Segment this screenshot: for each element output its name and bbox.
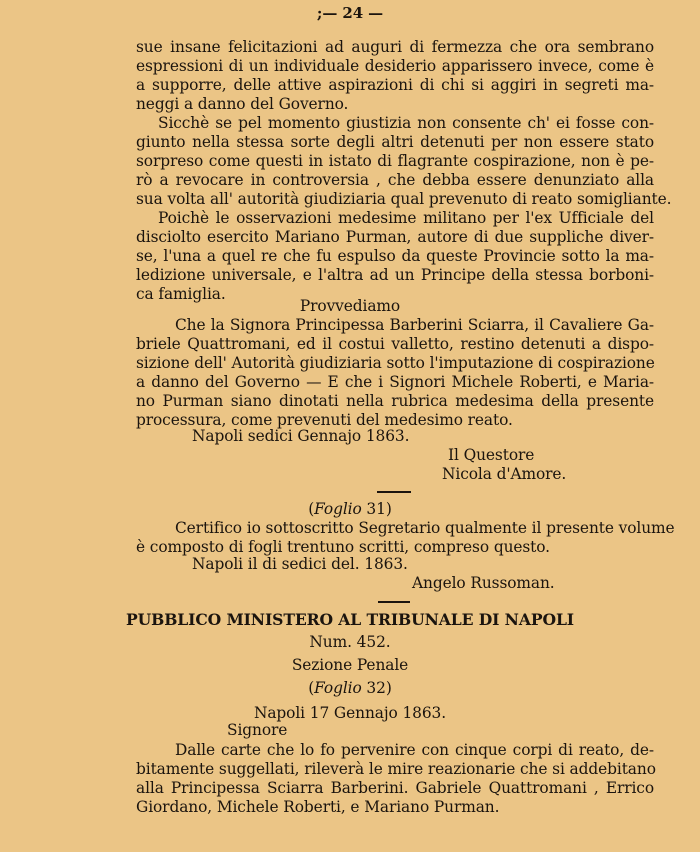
section-heading: PUBBLICO MINISTERO AL TRIBUNALE DI NAPOLI [125, 610, 575, 629]
text-line: Sicchè se pel momento giustizia non consente ch' ei fosse con- [158, 114, 654, 132]
divider [378, 601, 410, 603]
foglio-label: (Foglio 32) [308, 679, 392, 697]
text-line: se, l'una a quel re che fu espulso da queste Provincie sotto la ma- [136, 247, 654, 265]
text-line: giunto nella stessa sorte degli altri detenuti per non essere stato [136, 133, 654, 151]
text-line: neggi a danno del Governo. [136, 95, 349, 113]
text-line: rò a revocare in controversia , che debba essere denunziato alla [136, 171, 654, 189]
date-line: Napoli il di sedici del. 1863. [192, 555, 408, 573]
signature-name: Nicola d'Amore. [442, 465, 567, 483]
text-line: sorpreso come questi in istato di flagrante cospirazione, non è pe- [136, 152, 654, 170]
text-line: processura, come prevenuti del medesimo reato. [136, 411, 513, 429]
text-line: è composto di fogli trentuno scritti, compreso questo. [136, 538, 550, 556]
signature-name: Angelo Russoman. [412, 574, 555, 592]
text-line: ledizione universale, e l'altra ad un Principe della stessa borboni- [136, 266, 654, 284]
number-label: Num. 452. [309, 633, 391, 651]
text-line: Poichè le osservazioni medesime militano per l'ex Ufficiale del [158, 209, 654, 227]
divider [377, 491, 411, 493]
text-line: sue insane felicitazioni ad auguri di fermezza che ora sembrano [136, 38, 654, 56]
text-line: disciolto esercito Mariano Purman, autore di due suppliche diver- [136, 228, 654, 246]
text-line: Dalle carte che lo fo pervenire con cinque corpi di reato, de- [175, 741, 654, 759]
text-line: ca famiglia. [136, 285, 226, 303]
section-label: Sezione Penale [291, 656, 409, 674]
text-line: alla Principessa Sciarra Barberini. Gabriele Quattromani , Errico [136, 779, 654, 797]
text-line: bitamente suggellati, rileverà le mire reazionarie che si addebitano [136, 760, 656, 778]
provvediamo-heading: Provvediamo [299, 297, 401, 315]
signature-title: Il Questore [448, 446, 535, 464]
text-line: a danno del Governo — E che i Signori Michele Roberti, e Maria- [136, 373, 654, 391]
date-line: Napoli 17 Gennajo 1863. [253, 704, 447, 722]
text-line: Giordano, Michele Roberti, e Mariano Purman. [136, 798, 500, 816]
date-line: Napoli sedici Gennajo 1863. [192, 427, 410, 445]
text-line: Certifico io sottoscritto Segretario qualmente il presente volume [175, 519, 675, 537]
foglio-label: (Foglio 31) [308, 500, 392, 518]
text-line: a supporre, delle attive aspirazioni di chi si aggiri in segreti ma- [136, 76, 654, 94]
text-line: sizione dell' Autorità giudiziaria sotto l'imputazione di cospirazione [136, 354, 655, 372]
salutation: Signore [227, 721, 288, 739]
text-line: Che la Signora Principessa Barberini Sciarra, il Cavaliere Ga- [175, 316, 654, 334]
text-line: no Purman siano dinotati nella rubrica medesima della presente [136, 392, 654, 410]
text-line: briele Quattromani, ed il costui valletto, restino detenuti a dispo- [136, 335, 654, 353]
text-line: espressioni di un individuale desiderio apparissero invece, come è [136, 57, 654, 75]
text-line: sua volta all' autorità giudiziaria qual prevenuto di reato somigliante. [136, 190, 672, 208]
page-number: ;— 24 — [316, 4, 384, 22]
